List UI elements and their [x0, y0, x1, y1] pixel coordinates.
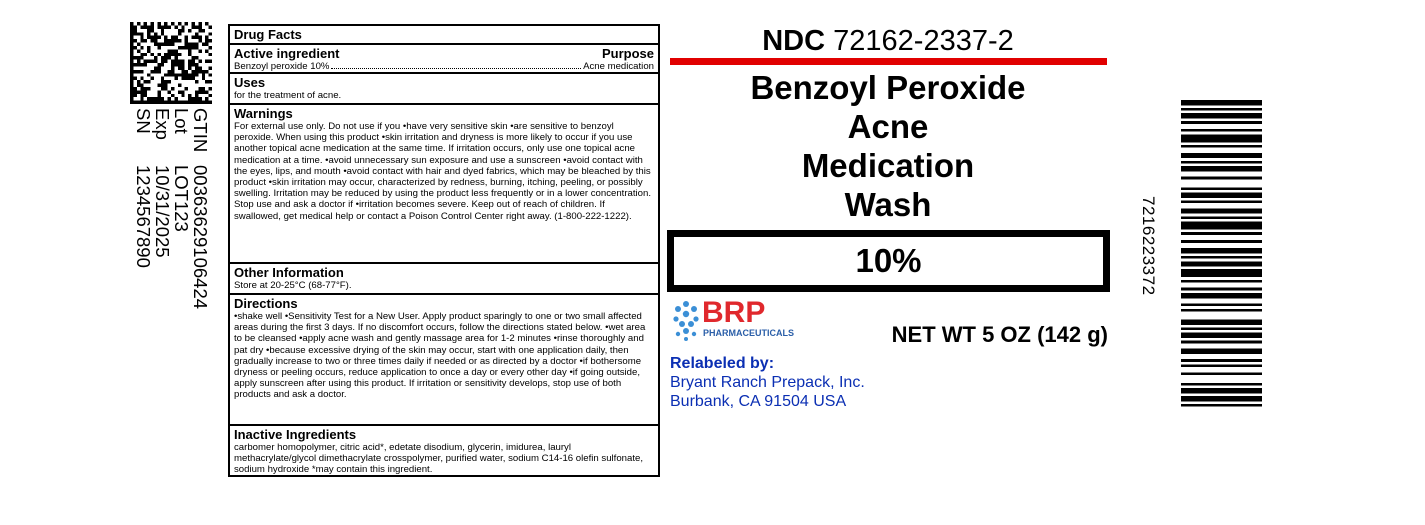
barcode-bar — [1181, 256, 1262, 259]
directions-text: •shake well •Sensitivity Test for a New User. Apply product sparingly to one or two small affected areas during the first 3 days. If no discomfort occurs, follow the directions stated below. •wet area to be cleansed •apply acne wash and gently massage area for 1-2 minutes •rinse thoroughly and pat dry •because excessive drying of the skin may occur, start with one application daily, then gradually increase to two or three times daily if needed or as directed by a doctor •if bothersome dryness or peeling occurs, reduce application to once a day or every other day •if going outside, apply sunscreen after using this product. If irritation or sensitivity develops, stop use of both products and ask a doctor. — [234, 311, 646, 401]
strength-value: 10% — [855, 242, 922, 279]
barcode-bar — [1181, 200, 1262, 203]
barcode-bar — [1181, 240, 1262, 243]
barcode-bar — [1181, 349, 1262, 354]
gtin-value: 00363629106424 — [190, 165, 211, 310]
active-ingredient-heading: Active ingredient — [234, 46, 340, 61]
barcode-bar — [1181, 404, 1262, 407]
barcode-bar — [1181, 327, 1262, 330]
gtin-label: GTIN — [190, 108, 211, 153]
relabeled-by-label: Relabeled by: — [670, 355, 775, 372]
barcode-bar — [1181, 121, 1262, 124]
barcode-bar — [1181, 232, 1262, 235]
drug-facts-title-section — [230, 26, 658, 45]
product-codes — [132, 108, 210, 388]
ndc-prefix: NDC — [762, 25, 826, 57]
title-line: Benzoyl Peroxide — [750, 69, 1026, 106]
leader-dots — [331, 61, 581, 69]
sn-label: SN — [133, 108, 154, 134]
lot-label: Lot — [171, 108, 192, 134]
red-divider — [670, 58, 1107, 65]
strength-box — [667, 230, 1110, 292]
barcode-bar — [1181, 359, 1262, 362]
drug-facts-panel — [228, 24, 660, 477]
barcode-bar — [1181, 134, 1262, 142]
molecule-icon — [672, 300, 700, 344]
barcode-number: 7216223372 — [1139, 196, 1158, 296]
barcode-bar — [1181, 319, 1262, 324]
barcode-bar — [1181, 293, 1262, 298]
barcode-bar — [1181, 364, 1262, 367]
barcode-bar — [1181, 304, 1262, 307]
drug-facts-title: Drug Facts — [234, 27, 302, 42]
active-ingredient-value: Benzoyl peroxide 10% — [234, 61, 330, 72]
barcode-bar — [1181, 333, 1262, 338]
barcode-bar — [1181, 341, 1262, 344]
purpose-heading: Purpose — [601, 46, 654, 61]
relabeler-info — [670, 354, 865, 411]
title-line: Acne — [847, 108, 929, 145]
barcode-bar — [1181, 222, 1262, 230]
active-ingredient-section — [230, 45, 658, 74]
barcode-bar — [1181, 288, 1262, 291]
other-information-heading: Other Information — [234, 265, 344, 280]
uses-heading: Uses — [234, 75, 266, 90]
barcode-bar — [1181, 216, 1262, 219]
inactive-ingredients-text: carbomer homopolymer, citric acid*, edetate disodium, glycerin, imidurea, lauryl methacrylate/glycol dimethacrylate crosspolymer, purified water, sodium C14-16 olefin sulfonate, sodium hydroxide *may contain this ingredient. — [234, 442, 643, 476]
other-information-text: Store at 20-25°C (68-77°F). — [234, 280, 352, 291]
barcode-bar — [1181, 161, 1262, 164]
inactive-ingredients-section — [230, 426, 658, 477]
logo-main-text: BRP — [702, 296, 766, 329]
product-title — [668, 68, 1108, 224]
datamatrix-code — [130, 22, 212, 104]
barcode-bar — [1181, 100, 1262, 105]
barcode-bar — [1181, 193, 1262, 198]
exp-label: Exp — [152, 108, 173, 140]
warnings-section — [230, 105, 658, 264]
relabeler-company: Bryant Ranch Prepack, Inc. — [670, 374, 865, 391]
other-information-section — [230, 264, 658, 295]
warnings-heading: Warnings — [234, 106, 293, 121]
barcode-bar — [1181, 129, 1262, 132]
barcode-bar — [1181, 248, 1262, 253]
barcode-bar — [1181, 208, 1262, 213]
barcode — [1181, 100, 1262, 412]
barcode-bar — [1181, 187, 1262, 190]
lot-value: LOT123 — [171, 165, 192, 232]
sn-row — [134, 108, 153, 388]
net-weight: NET WT 5 OZ (142 g) — [891, 322, 1108, 347]
exp-value: 10/31/2025 — [152, 165, 173, 258]
uses-section — [230, 74, 658, 105]
barcode-bar — [1181, 113, 1262, 118]
barcode-bar — [1181, 269, 1262, 277]
ndc-code — [668, 24, 1108, 58]
ndc-number: 72162-2337-2 — [833, 25, 1014, 57]
barcode-bar — [1181, 309, 1262, 312]
barcode-bar — [1181, 372, 1262, 375]
title-line: Medication — [801, 147, 975, 184]
barcode-bar — [1181, 108, 1262, 111]
barcode-bar — [1181, 145, 1262, 148]
brp-logo — [672, 298, 792, 344]
barcode-bar — [1181, 388, 1262, 393]
gtin-row — [191, 108, 210, 388]
sn-value: 1234567890 — [133, 165, 154, 268]
relabeler-address: Burbank, CA 91504 USA — [670, 393, 847, 410]
barcode-bar — [1181, 177, 1262, 180]
exp-row — [153, 108, 172, 388]
title-line: Wash — [844, 186, 932, 223]
barcode-bar — [1181, 261, 1262, 266]
uses-text: for the treatment of acne. — [234, 90, 342, 101]
barcode-bar — [1181, 153, 1262, 158]
warnings-text: For external use only. Do not use if you •have very sensitive skin •are sensitive to benzoyl peroxide. When using this product •skin irritation and dryness is more likely to occur if you use another topical acne medication at the same time. If irritation occurs, only use one topical acne medication at a time. •avoid unnecessary sun exposure and use a sunscreen •avoid contact with the eyes, lips, and mouth •avoid contact with hair and dyed fabrics, which may be bleached by this product •skin irritation may occur, characterized by redness, burning, itching, peeling, or possibly swelling. Irritation may be reduced by using the product less frequently or in a lower concentration. Stop use and ask a doctor if •irritation becomes severe. Keep out of reach of children. If swallowed, get medical help or contact a Poison Control Center right away. (1-800-222-1222). — [234, 121, 652, 222]
barcode-bar — [1181, 396, 1262, 401]
directions-section — [230, 295, 658, 426]
directions-heading: Directions — [234, 296, 298, 311]
lot-row — [172, 108, 191, 388]
barcode-bar — [1181, 166, 1262, 171]
inactive-ingredients-heading: Inactive Ingredients — [234, 427, 357, 442]
barcode-bar — [1181, 383, 1262, 386]
logo-sub-text: PHARMACEUTICALS — [703, 328, 794, 338]
barcode-bar — [1181, 280, 1262, 283]
purpose-value: Acne medication — [583, 61, 654, 72]
